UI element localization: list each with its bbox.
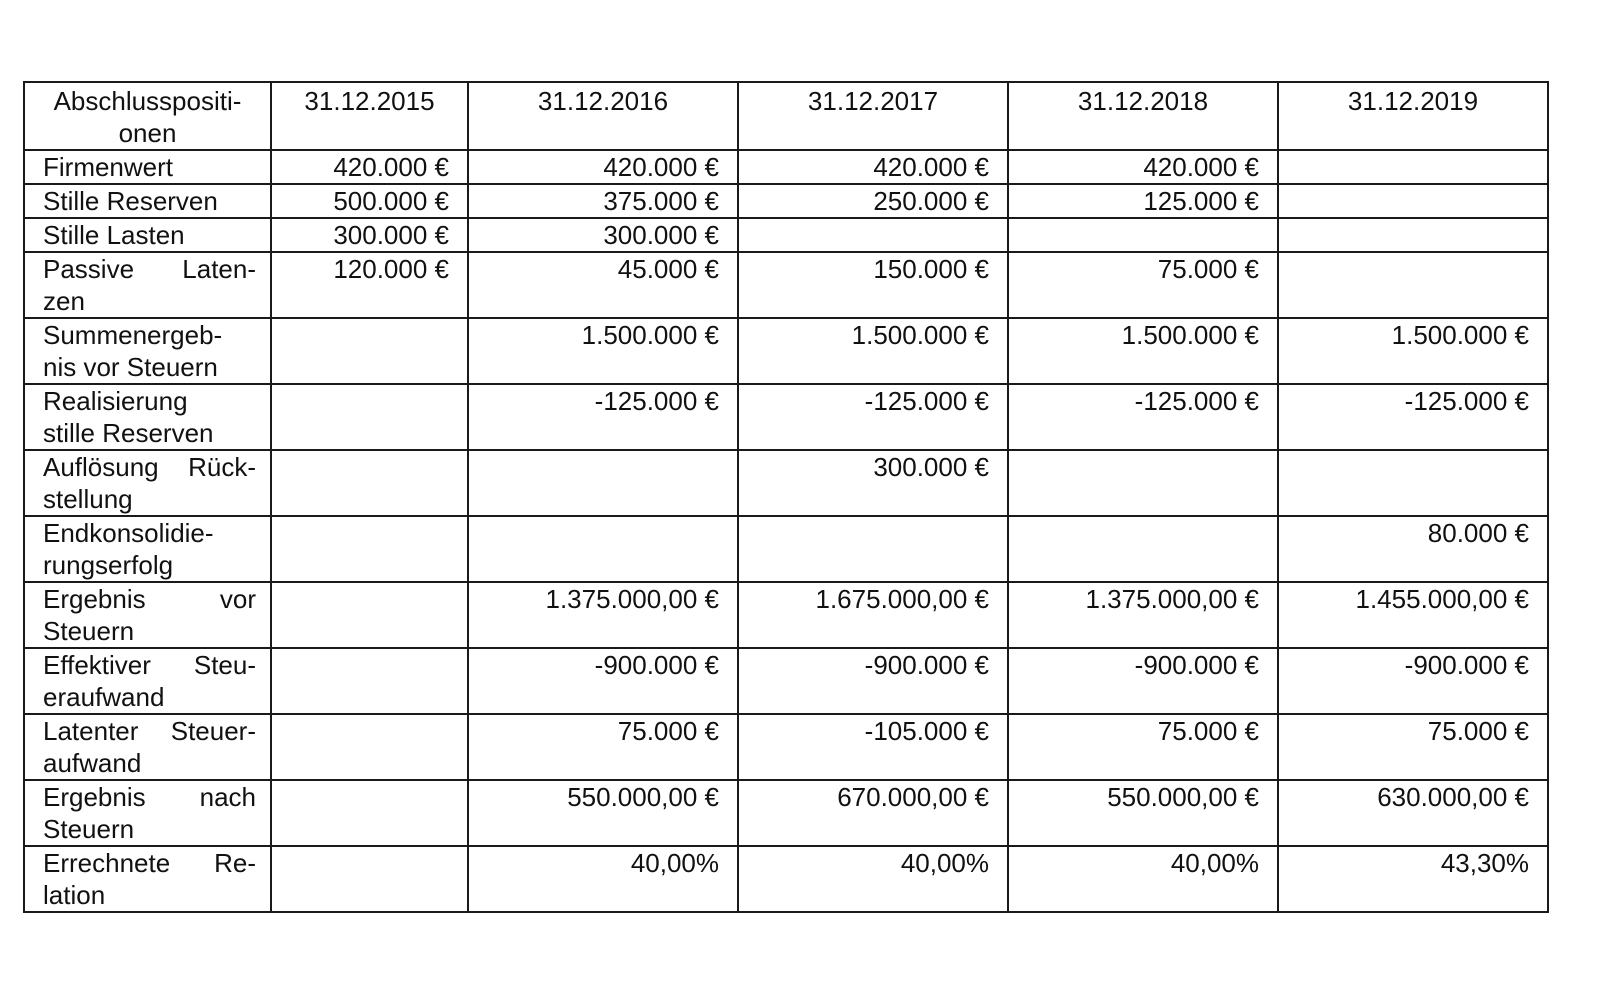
value-cell: -900.000 € bbox=[738, 648, 1008, 714]
row-label-line: Errechnete Re- bbox=[43, 848, 256, 878]
row-label-line: Passive Laten- bbox=[43, 254, 256, 284]
table-row bbox=[24, 648, 1548, 714]
value-cell bbox=[271, 516, 468, 582]
row-label bbox=[24, 582, 271, 648]
row-label-line: Steuern bbox=[43, 616, 135, 646]
row-label-line: Stille Reserven bbox=[43, 186, 218, 216]
value-cell: 43,30% bbox=[1278, 846, 1548, 912]
header-positions bbox=[24, 82, 271, 150]
value-cell: 420.000 € bbox=[271, 150, 468, 184]
value-cell bbox=[271, 318, 468, 384]
row-label-line: Realisierung bbox=[43, 386, 188, 416]
row-label-line: stellung bbox=[43, 484, 133, 514]
table-row bbox=[24, 846, 1548, 912]
row-label bbox=[24, 184, 271, 218]
value-cell: 500.000 € bbox=[271, 184, 468, 218]
row-label bbox=[24, 780, 271, 846]
value-cell bbox=[468, 516, 738, 582]
value-cell bbox=[271, 450, 468, 516]
value-cell: 45.000 € bbox=[468, 252, 738, 318]
value-cell: 670.000,00 € bbox=[738, 780, 1008, 846]
value-cell: 420.000 € bbox=[1008, 150, 1278, 184]
header-label-line: onen bbox=[118, 118, 177, 148]
value-cell bbox=[271, 714, 468, 780]
row-label-line: Endkonsolidie- bbox=[43, 518, 214, 548]
row-label bbox=[24, 218, 271, 252]
row-label-line: nis vor Steuern bbox=[43, 352, 218, 382]
value-cell: 300.000 € bbox=[468, 218, 738, 252]
table-row bbox=[24, 516, 1548, 582]
value-cell: 150.000 € bbox=[738, 252, 1008, 318]
row-label bbox=[24, 150, 271, 184]
row-label-line: zen bbox=[43, 286, 85, 316]
row-label bbox=[24, 648, 271, 714]
value-cell bbox=[1278, 184, 1548, 218]
row-label bbox=[24, 846, 271, 912]
value-cell bbox=[738, 218, 1008, 252]
value-cell: -125.000 € bbox=[738, 384, 1008, 450]
value-cell bbox=[1278, 150, 1548, 184]
header-date-2018: 31.12.2018 bbox=[1008, 82, 1278, 150]
value-cell: -900.000 € bbox=[1278, 648, 1548, 714]
value-cell bbox=[271, 582, 468, 648]
row-label bbox=[24, 450, 271, 516]
row-label bbox=[24, 384, 271, 450]
row-label-line: Steuern bbox=[43, 814, 135, 844]
value-cell: 1.375.000,00 € bbox=[1008, 582, 1278, 648]
value-cell: 80.000 € bbox=[1278, 516, 1548, 582]
row-label-line: Ergebnis vor bbox=[43, 584, 256, 614]
header-date-2016: 31.12.2016 bbox=[468, 82, 738, 150]
value-cell bbox=[1278, 252, 1548, 318]
header-row bbox=[24, 82, 1548, 150]
header-date-2015: 31.12.2015 bbox=[271, 82, 468, 150]
value-cell: 1.500.000 € bbox=[468, 318, 738, 384]
value-cell bbox=[1278, 450, 1548, 516]
row-label-line: eraufwand bbox=[43, 682, 165, 712]
row-label bbox=[24, 252, 271, 318]
value-cell: 125.000 € bbox=[1008, 184, 1278, 218]
value-cell: -900.000 € bbox=[1008, 648, 1278, 714]
row-label-line: lation bbox=[43, 880, 106, 910]
financial-table bbox=[23, 81, 1549, 913]
row-label-line: Ergebnis nach bbox=[43, 782, 256, 812]
value-cell: 1.455.000,00 € bbox=[1278, 582, 1548, 648]
value-cell: 1.375.000,00 € bbox=[468, 582, 738, 648]
table-row bbox=[24, 384, 1548, 450]
table-row bbox=[24, 252, 1548, 318]
table-row bbox=[24, 780, 1548, 846]
value-cell: -125.000 € bbox=[468, 384, 738, 450]
value-cell: 420.000 € bbox=[468, 150, 738, 184]
value-cell: -900.000 € bbox=[468, 648, 738, 714]
value-cell: 630.000,00 € bbox=[1278, 780, 1548, 846]
value-cell bbox=[271, 648, 468, 714]
row-label bbox=[24, 714, 271, 780]
value-cell: 300.000 € bbox=[738, 450, 1008, 516]
header-date-2017: 31.12.2017 bbox=[738, 82, 1008, 150]
value-cell: 375.000 € bbox=[468, 184, 738, 218]
value-cell bbox=[1008, 218, 1278, 252]
value-cell: 40,00% bbox=[738, 846, 1008, 912]
value-cell: 75.000 € bbox=[1008, 252, 1278, 318]
value-cell bbox=[271, 384, 468, 450]
row-label-line: Firmenwert bbox=[43, 152, 174, 182]
row-label-line: aufwand bbox=[43, 748, 142, 778]
table-row bbox=[24, 150, 1548, 184]
row-label-line: Latenter Steuer- bbox=[43, 716, 256, 746]
row-label-line: Stille Lasten bbox=[43, 220, 185, 250]
value-cell: 550.000,00 € bbox=[1008, 780, 1278, 846]
value-cell: -125.000 € bbox=[1008, 384, 1278, 450]
value-cell bbox=[1008, 516, 1278, 582]
value-cell: 40,00% bbox=[468, 846, 738, 912]
value-cell: -125.000 € bbox=[1278, 384, 1548, 450]
value-cell bbox=[1008, 450, 1278, 516]
row-label-line: rungserfolg bbox=[43, 550, 174, 580]
row-label bbox=[24, 516, 271, 582]
value-cell: 300.000 € bbox=[271, 218, 468, 252]
value-cell: 75.000 € bbox=[1278, 714, 1548, 780]
row-label bbox=[24, 318, 271, 384]
value-cell: -105.000 € bbox=[738, 714, 1008, 780]
row-label-line: stille Reserven bbox=[43, 418, 214, 448]
table-row bbox=[24, 582, 1548, 648]
table-row bbox=[24, 450, 1548, 516]
table-row bbox=[24, 218, 1548, 252]
value-cell: 550.000,00 € bbox=[468, 780, 738, 846]
value-cell: 1.500.000 € bbox=[738, 318, 1008, 384]
value-cell bbox=[271, 846, 468, 912]
header-date-2019: 31.12.2019 bbox=[1278, 82, 1548, 150]
value-cell: 1.675.000,00 € bbox=[738, 582, 1008, 648]
value-cell: 250.000 € bbox=[738, 184, 1008, 218]
value-cell: 40,00% bbox=[1008, 846, 1278, 912]
row-label-line: Auflösung Rück- bbox=[43, 452, 256, 482]
value-cell bbox=[271, 780, 468, 846]
value-cell: 120.000 € bbox=[271, 252, 468, 318]
value-cell bbox=[1278, 218, 1548, 252]
value-cell: 75.000 € bbox=[468, 714, 738, 780]
value-cell: 1.500.000 € bbox=[1008, 318, 1278, 384]
value-cell: 420.000 € bbox=[738, 150, 1008, 184]
value-cell: 1.500.000 € bbox=[1278, 318, 1548, 384]
table-row bbox=[24, 714, 1548, 780]
table-row bbox=[24, 318, 1548, 384]
header-label-line: Abschlusspositi- bbox=[53, 86, 242, 116]
table-row bbox=[24, 184, 1548, 218]
row-label-line: Summenergeb- bbox=[43, 320, 223, 350]
value-cell: 75.000 € bbox=[1008, 714, 1278, 780]
row-label-line: Effektiver Steu- bbox=[43, 650, 256, 680]
value-cell bbox=[738, 516, 1008, 582]
value-cell bbox=[468, 450, 738, 516]
